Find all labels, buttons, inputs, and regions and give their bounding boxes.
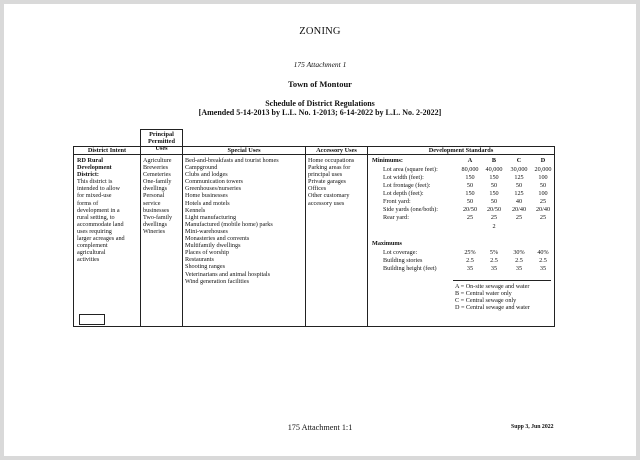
col-divider [140, 129, 141, 327]
list-item: Breweries [143, 164, 169, 172]
list-item: Parking areas for [308, 164, 351, 172]
col-divider [182, 129, 183, 327]
header-district-intent: District Intent [87, 147, 127, 154]
list-item: Shooting ranges [185, 263, 226, 271]
list-item: Wind generation facilities [185, 277, 250, 285]
table-bottom-border [73, 326, 555, 327]
list-item: dwellings [143, 220, 168, 228]
list-item: Two-family [143, 213, 173, 221]
rear-yard-footnote: 2 [492, 223, 496, 230]
sewage-water-legend: A = On-site sewage and water B = Central water only C = Central sewage only D = Central sewage and water [455, 283, 530, 312]
principal-header-top-border [140, 129, 182, 130]
col-divider [554, 146, 555, 327]
list-item: Other customary [308, 192, 350, 200]
column-c-header: C [516, 157, 522, 164]
page-number: 175 Attachment 1:1 [287, 423, 353, 432]
special-uses-list [185, 157, 279, 285]
document-page: ZONING 175 Attachment 1 Town of Montour Schedule of District Regulations [Amended 5-14-2013 by L.L. No. 1-2013; 6-14-2022 by L.L. No. 2-2022] District Intent Principal Permitted Uses Special Uses Accessory Uses Development Standards RD Rural Development District: This district is intended to allow for mixed-use forms of development in a rural setting, to accommodate land uses requiring larger acreages and complement agricultural activities Agriculture Breweries Cemeteries One-family dwellings Personal service businesses Two-family dwellings Wineries Bed-and-breakfasts and tourist homes Campground Clubs and lodges Communication towers Greenhouses/nurseries Home businesses Hotels and motels Kennels Light manufacturing Manufactured (mobile home) parks Mini-warehouses Monasteries and convents Multifamily dwellings Places of worship Restaurants Shooting ranges Veterinarians and animal hospitals Wind generation facilities Home occupations Parking areas for principal uses Private garages Offices Other customary accessory uses Minimums: A B C D Lot area (square feet): 80,000 40,000 30,000 20,000 Lot width (feet): 150 150 125 100 Lot frontage (feet): 50 50 50 50 Lot depth (feet): 150 150 125 100 Front yard: 50 50 40 25 Side yards (one/both): 20/50 20/50 20/40 20/40 Rear yard: 25 25 25 25 2 Maximums Lot coverage: 25% 5% 30% 40% Building stories 2.5 2.5 2.5 2.5 Building height (feet) 35 35 35 35 A = On-site sewage and water B = Central water only C = Central sewage only D = Central sewage and water 175 Attachment 1:1 Supp 3, Jun 2022 [4, 4, 636, 456]
supplement-note: Supp 3, Jun 2022 [511, 424, 554, 430]
list-item: principal uses [308, 171, 343, 179]
empty-box [79, 314, 105, 325]
list-item: accessory uses [308, 199, 345, 207]
list-item: Wineries [143, 227, 166, 235]
list-item: Agriculture [143, 157, 172, 164]
list-item: dwellings [143, 185, 168, 193]
amendment-note: [Amended 5-14-2013 by L.L. No. 1-2013; 6-14-2022 by L.L. No. 2-2022] [198, 108, 442, 117]
district-intent-cell [77, 157, 125, 263]
list-item: Private garages [308, 178, 346, 186]
list-item: Greenhouses/nurseries [185, 185, 242, 193]
header-special-uses: Special Uses [227, 147, 261, 154]
list-item: Hotels and motels [185, 199, 230, 207]
accessory-uses-list [308, 157, 354, 207]
header-principal-uses: Principal Permitted Uses [148, 131, 175, 152]
header-development-standards: Development Standards [428, 147, 494, 154]
list-item: Campground [185, 164, 218, 172]
list-item: Personal [143, 192, 165, 200]
column-d-header: D [540, 157, 546, 164]
list-item: Clubs and lodges [185, 171, 228, 179]
list-item: Cemeteries [143, 171, 171, 179]
list-item: service [143, 199, 161, 207]
list-item: Monasteries and convents [185, 235, 250, 243]
header-accessory-uses: Accessory Uses [316, 147, 357, 154]
list-item: Mini-warehouses [185, 227, 228, 235]
principal-uses-list [143, 157, 172, 235]
attachment-label: 175 Attachment 1 [293, 60, 347, 69]
maximums-label: Maximums [372, 240, 402, 247]
column-b-header: B [491, 157, 497, 164]
list-item: Kennels [185, 206, 206, 214]
list-item: Offices [308, 185, 327, 193]
column-a-header: A [467, 157, 473, 164]
district-description: This district is intended to allow for mixed-use forms of development in a rural setting, to accommodate land uses requiring larger acreages and complement agricultural activities [77, 178, 125, 264]
col-divider [367, 146, 368, 327]
section-title: ZONING [299, 26, 341, 37]
town-name: Town of Montour [288, 79, 352, 89]
list-item: businesses [143, 206, 170, 214]
district-name: RD Rural Development District: [77, 157, 112, 179]
list-item: Light manufacturing [185, 213, 237, 221]
list-item: Home businesses [185, 192, 228, 200]
list-item: Restaurants [185, 256, 214, 264]
list-item: Communication towers [185, 178, 243, 186]
list-item: Bed-and-breakfasts and tourist homes [185, 157, 279, 164]
list-item: Manufactured (mobile home) parks [185, 220, 273, 228]
list-item: Veterinarians and animal hospitals [185, 270, 271, 278]
list-item: One-family [143, 178, 172, 186]
minimums-label: Minimums: [372, 157, 403, 164]
list-item: Home occupations [308, 157, 355, 164]
list-item: Places of worship [185, 249, 229, 257]
header-divider [73, 154, 555, 155]
col-divider [73, 146, 74, 327]
col-divider [305, 146, 306, 327]
legend-rule [453, 280, 551, 281]
schedule-title: Schedule of District Regulations [265, 99, 375, 108]
list-item: Multifamily dwellings [185, 242, 241, 250]
